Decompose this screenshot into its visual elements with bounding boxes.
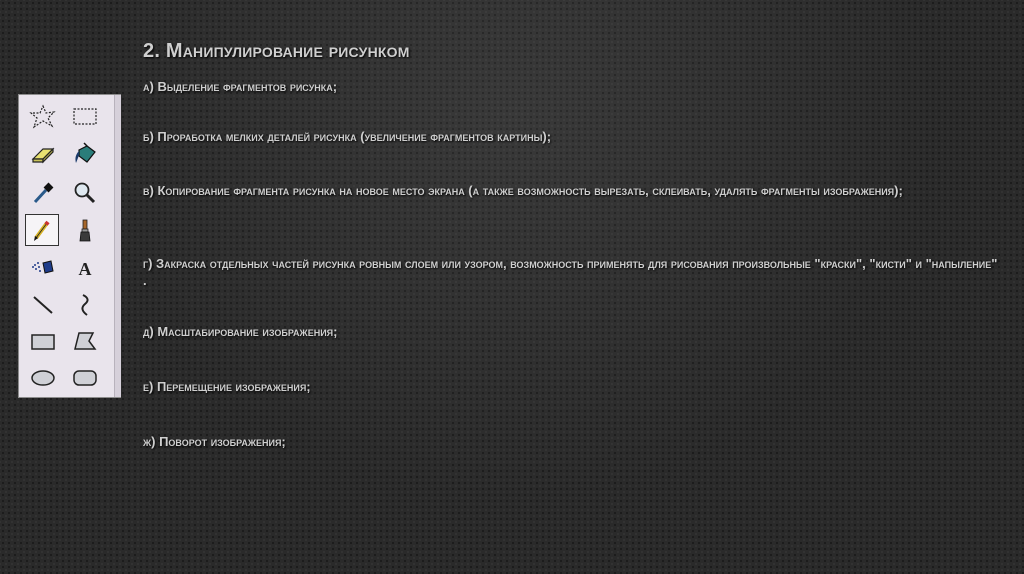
list-item: б) Проработка мелких деталей рисунка (увеличение фрагментов картины); xyxy=(143,129,552,144)
slide-title: 2. Манипулирование рисунком xyxy=(143,40,410,62)
toolbox-scroll-edge xyxy=(114,95,121,397)
brush-icon[interactable] xyxy=(68,215,102,247)
list-item: а) Выделение фрагментов рисунка; xyxy=(143,79,338,94)
rectangle-icon[interactable] xyxy=(26,326,60,358)
list-item: ж) Поворот изображения; xyxy=(143,434,286,449)
fill-icon[interactable] xyxy=(68,139,102,171)
rounded-rect-icon[interactable] xyxy=(68,362,102,394)
paint-toolbox xyxy=(18,94,121,398)
pencil-icon[interactable] xyxy=(25,214,59,246)
list-item: в) Копирование фрагмента рисунка на новое место экрана (а также возможность вырезать, склеивать, удалять фрагменты изображения); xyxy=(143,183,903,198)
color-picker-icon[interactable] xyxy=(26,177,60,209)
ellipse-icon[interactable] xyxy=(26,362,60,394)
list-item: е) Перемещение изображения; xyxy=(143,379,311,394)
eraser-icon[interactable] xyxy=(26,139,60,171)
list-item: д) Масштабирование изображения; xyxy=(143,324,338,339)
airbrush-icon[interactable] xyxy=(26,252,60,284)
polygon-icon[interactable] xyxy=(68,326,102,358)
list-item: г) Закраска отдельных частей рисунка ровным слоем или узором, возможность применять для рисования произвольные "краски", "кисти" и "напыление" . xyxy=(143,256,998,288)
line-icon[interactable] xyxy=(26,289,60,321)
text-icon[interactable] xyxy=(68,252,102,284)
curve-icon[interactable] xyxy=(68,289,102,321)
text-tool-glyph: A xyxy=(78,259,92,279)
rect-select-icon[interactable] xyxy=(68,101,102,133)
free-select-icon[interactable] xyxy=(26,101,60,133)
magnifier-icon[interactable] xyxy=(68,177,102,209)
